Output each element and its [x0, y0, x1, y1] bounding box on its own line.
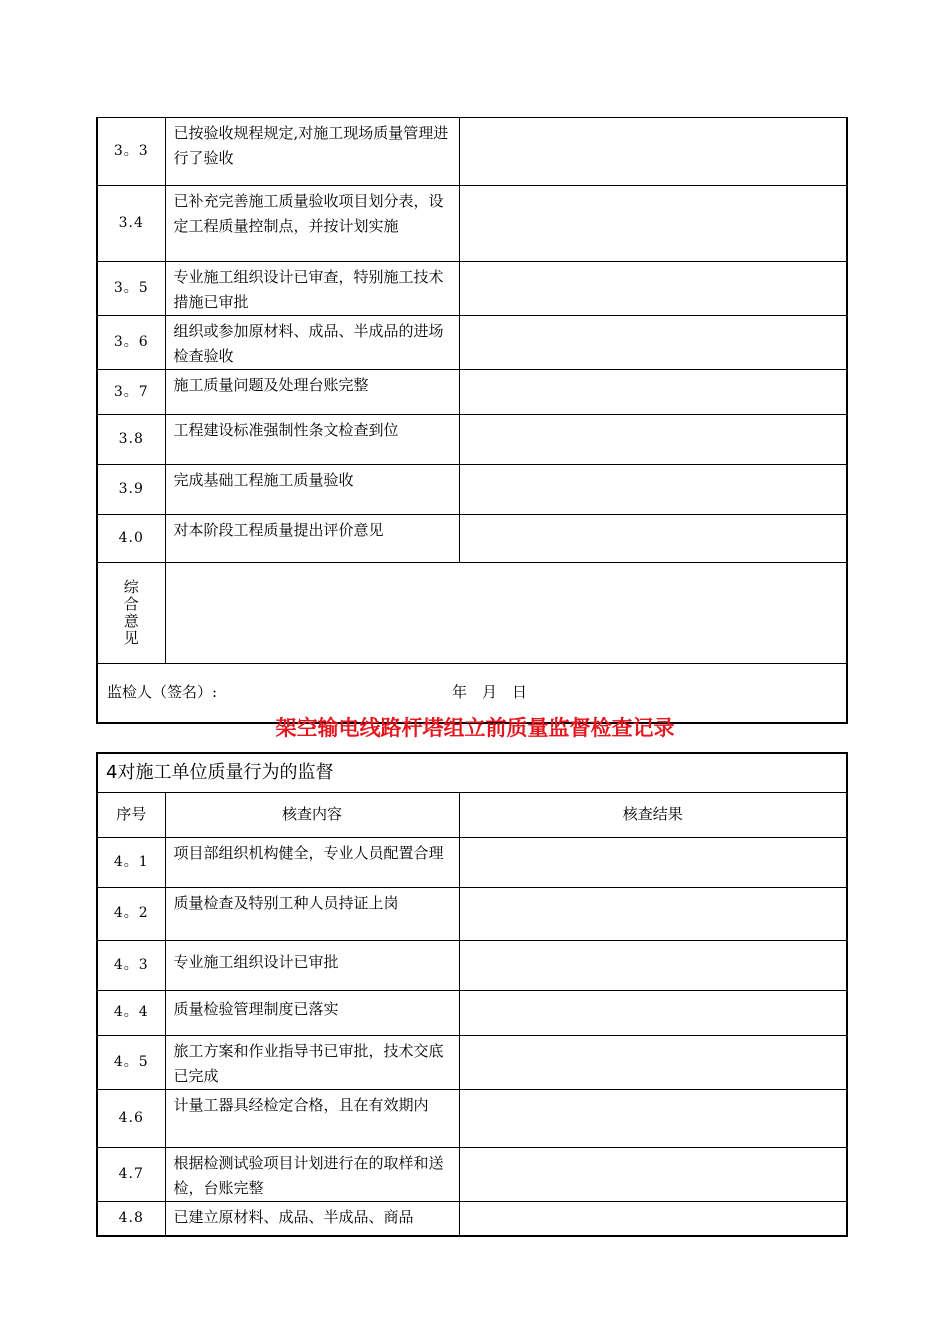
check-result-cell[interactable]: [459, 1201, 847, 1236]
check-item-label: 组织或参加原材料、成品、半成品的进场检查验收: [173, 322, 444, 365]
check-result-cell[interactable]: [459, 1035, 847, 1089]
item-number: 4。2: [97, 887, 165, 940]
check-item-text: [165, 515, 459, 563]
check-item-text: [165, 1147, 459, 1201]
date-label: 年 月 日: [452, 683, 528, 702]
check-item-label: 已补充完善施工质量验收项目划分表，设定工程质量控制点，并按计划实施: [173, 192, 444, 235]
table-row: [97, 940, 847, 990]
item-number: 4。4: [97, 990, 165, 1035]
check-result-cell[interactable]: [459, 940, 847, 990]
column-header-result: 核查结果: [459, 792, 847, 837]
check-item-label: 计量工器具经检定合格，且在有效期内: [173, 1095, 429, 1114]
summary-label-text: 综合意见: [123, 578, 139, 647]
check-item-text: [165, 1089, 459, 1147]
check-item-text: [165, 940, 459, 990]
check-item-label: 根据检测试验项目计划进行在的取样和送检，台账完整: [173, 1153, 444, 1197]
table-row: [97, 1035, 847, 1089]
table-row: [97, 262, 847, 316]
section4-table: [96, 752, 848, 1237]
section-heading: 4对施工单位质量行为的监督: [97, 753, 847, 792]
check-result-cell[interactable]: [459, 990, 847, 1035]
item-number: 4。1: [97, 837, 165, 887]
item-number: 3.8: [97, 415, 165, 465]
check-result-cell[interactable]: [459, 887, 847, 940]
check-item-label: 项目部组织机构健全，专业人员配置合理: [173, 843, 444, 862]
table-row: [97, 887, 847, 940]
check-item-label: 对本阶段工程质量提出评价意见: [173, 521, 384, 539]
check-item-label: 施工质量问题及处理台账完整: [173, 376, 369, 394]
check-item-label: 专业施工组织设计已审批: [173, 952, 339, 971]
table-row: [97, 837, 847, 887]
table-row: [97, 370, 847, 415]
column-header-number: 序号: [97, 792, 165, 837]
item-number: 3.4: [97, 186, 165, 262]
check-item-text: [165, 465, 459, 515]
item-number: 4。5: [97, 1035, 165, 1089]
check-item-text: [165, 186, 459, 262]
check-item-label: 完成基础工程施工质量验收: [173, 471, 354, 489]
item-number: 4.7: [97, 1147, 165, 1201]
table-row: [97, 1147, 847, 1201]
summary-label: [97, 563, 165, 664]
item-number: 3。5: [97, 262, 165, 316]
table-row: [97, 316, 847, 370]
check-item-text: [165, 415, 459, 465]
check-result-cell[interactable]: [459, 262, 847, 316]
section3-table: [96, 117, 848, 724]
check-item-label: 质量检验管理制度已落实: [173, 999, 339, 1018]
column-header-row: [97, 792, 847, 837]
item-number: 3。6: [97, 316, 165, 370]
table-row: [97, 1089, 847, 1147]
record-title: 架空输电线路杆塔组立前质量监督检查记录: [275, 716, 675, 740]
check-item-text: [165, 118, 459, 186]
check-item-label: 已按验收规程规定,对施工现场质量管理进行了验收: [173, 124, 449, 167]
table-row: [97, 465, 847, 515]
check-result-cell[interactable]: [459, 837, 847, 887]
check-result-cell[interactable]: [459, 370, 847, 415]
check-item-text: [165, 1035, 459, 1089]
check-item-text: [165, 316, 459, 370]
check-item-text: [165, 990, 459, 1035]
check-item-label: 专业施工组织设计已审查，特别施工技术措施已审批: [173, 268, 444, 311]
check-result-cell[interactable]: [459, 515, 847, 563]
item-number: 4.6: [97, 1089, 165, 1147]
item-number: 3。3: [97, 118, 165, 186]
column-header-content: 核查内容: [165, 792, 459, 837]
check-result-cell[interactable]: [459, 118, 847, 186]
item-number: 3。7: [97, 370, 165, 415]
item-number: 4。3: [97, 940, 165, 990]
check-item-text: [165, 837, 459, 887]
table-row: [97, 118, 847, 186]
signature-label: 监检人（签名）:: [107, 683, 218, 702]
summary-opinion-cell[interactable]: [165, 563, 847, 664]
check-result-cell[interactable]: [459, 186, 847, 262]
check-item-text: [165, 370, 459, 415]
check-item-text: [165, 262, 459, 316]
check-item-text: [165, 1201, 459, 1236]
check-result-cell[interactable]: [459, 1147, 847, 1201]
check-item-label: 质量检查及特别工种人员持证上岗: [173, 893, 399, 912]
table-row: [97, 186, 847, 262]
check-item-label: 旅工方案和作业指导书已审批，技术交底已完成: [173, 1041, 444, 1085]
item-number: 4.8: [97, 1201, 165, 1236]
signature-line: [107, 680, 846, 705]
item-number: 3.9: [97, 465, 165, 515]
check-result-cell[interactable]: [459, 316, 847, 370]
check-item-label: 工程建设标准强制性条文检查到位: [173, 421, 399, 439]
check-item-text: [165, 887, 459, 940]
section-heading-row: [97, 753, 847, 792]
table-row: [97, 415, 847, 465]
check-result-cell[interactable]: [459, 415, 847, 465]
check-result-cell[interactable]: [459, 465, 847, 515]
table-row: [97, 990, 847, 1035]
summary-row: [97, 563, 847, 664]
table-row: [97, 515, 847, 563]
check-item-label: 已建立原材料、成品、半成品、商品: [173, 1207, 414, 1226]
item-number: 4.0: [97, 515, 165, 563]
table-row: [97, 1201, 847, 1236]
check-result-cell[interactable]: [459, 1089, 847, 1147]
